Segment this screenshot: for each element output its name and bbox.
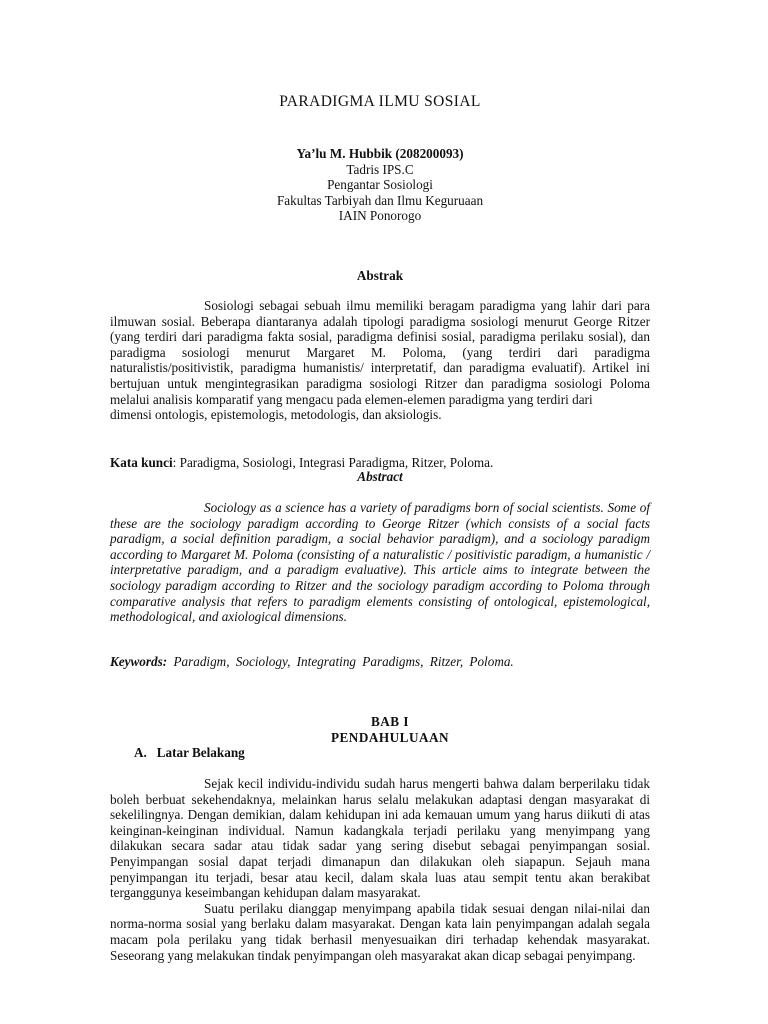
- chapter-heading: [110, 714, 670, 746]
- keywords-values: Paradigm, Sociology, Integrating Paradigms, Ritzer, Poloma.: [167, 654, 514, 669]
- author-block: [110, 146, 650, 224]
- chapter-body: [110, 776, 650, 963]
- abstrak-last-line: dimensi ontologis, epistemologis, metodologis, dan aksiologis.: [110, 407, 442, 423]
- abstract-heading: Abstract: [357, 469, 403, 484]
- abstract-text: Sociology as a science has a variety of paradigms born of social scientists. Some of these are the sociology paradigm according to George Ritzer (which consists of a social facts paradigm, a social definition paradigm, a social behavior paradigm), and a sociology paradigm according to Margaret M. Poloma (consisting of a naturalistic / positivistic paradigm, a humanistic / interpretative paradigm, and a paradigm evaluative). This article aims to integrate between the sociology paradigm according to Ritzer and the sociology paradigm according to Poloma through comparative analysis that refers to paradigm elements consisting of ontological, epistemological, methodological, and axiological dimensions.: [110, 500, 650, 625]
- author-class: Tadris IPS.C: [346, 161, 414, 177]
- abstrak-body: [110, 298, 650, 423]
- body-paragraph: Sejak kecil individu-individu sudah harus mengerti bahwa dalam berperilaku tidak boleh berbuat sekehendaknya, melainkan harus selalu melakukan adaptasi dengan masyarakat di sekelilingnya. Dengan demikian, dalam kehidupan ini ada kemauan umum yang harus diikuti di atas keinginan-keinginan individual. Namun kadangkala terjadi perilaku yang menyimpang yang dilakukan secara sadar atau tidak sadar yang sering disebut sebagai penyimpangan sosial. Penyimpangan sosial dapat terjadi dimanapun dan dilakukan oleh siapapun. Sejauh mana penyimpangan itu terjadi, besar atau kecil, dalam skala luas atau sempit tentu akan berakibat terganggunya keseimbangan kehidupan dalam masyarakat.: [110, 776, 650, 901]
- chapter-number: BAB I: [370, 714, 410, 729]
- document-title: PARADIGMA ILMU SOSIAL: [279, 93, 481, 110]
- author-name: Ya’lu M. Hubbik (208200093): [296, 146, 464, 161]
- keywords-label: Keywords:: [110, 654, 168, 669]
- abstrak-text: Sosiologi sebagai sebuah ilmu memiliki beragam paradigma yang lahir dari para ilmuwan sosial. Beberapa diantaranya adalah tipologi paradigma sosiologi menurut George Ritzer (yang terdiri dari paradigma fakta sosial, paradigma definisi sosial, paradigma perilaku sosial), dan paradigma sosiologi menurut Margaret M. Poloma, (yang terdiri dari paradigma naturalistis/positivistik, paradigma humanistis/ interpretatif, dan paradigma evaluatif). Artikel ini bertujuan untuk mengintegrasikan paradigma sosiologi Ritzer dan paradigma sosiologi Poloma melalui analisis komparatif yang mengacu pada elemen-elemen paradigma yang terdiri dari: [110, 298, 650, 407]
- abstract-body: [110, 500, 650, 625]
- author-faculty: Fakultas Tarbiyah dan Ilmu Keguruaan: [276, 192, 484, 208]
- section-heading: A. Latar Belakang: [134, 745, 245, 760]
- author-institution: IAIN Ponorogo: [338, 208, 422, 223]
- abstrak-heading: Abstrak: [356, 268, 404, 283]
- author-course: Pengantar Sosiologi: [327, 177, 433, 192]
- body-paragraph: Suatu perilaku dianggap menyimpang apabila tidak sesuai dengan nilai-nilai dan norma-norma sosial yang berlaku dalam masyarakat. Dengan kata lain penyimpangan adalah segala macam pola perilaku yang tidak berhasil menyesuaikan diri terhadap kehendak masyarakat. Seseorang yang melakukan tindak penyimpangan oleh masyarakat akan dicap sebagai penyimpang.: [110, 900, 650, 963]
- keywords: [110, 654, 650, 670]
- kata-kunci-values: : Paradigma, Sosiologi, Integrasi Paradigma, Ritzer, Poloma.: [172, 455, 494, 470]
- kata-kunci-label: Kata kunci: [110, 455, 173, 470]
- chapter-title: PENDAHULUAAN: [330, 730, 450, 745]
